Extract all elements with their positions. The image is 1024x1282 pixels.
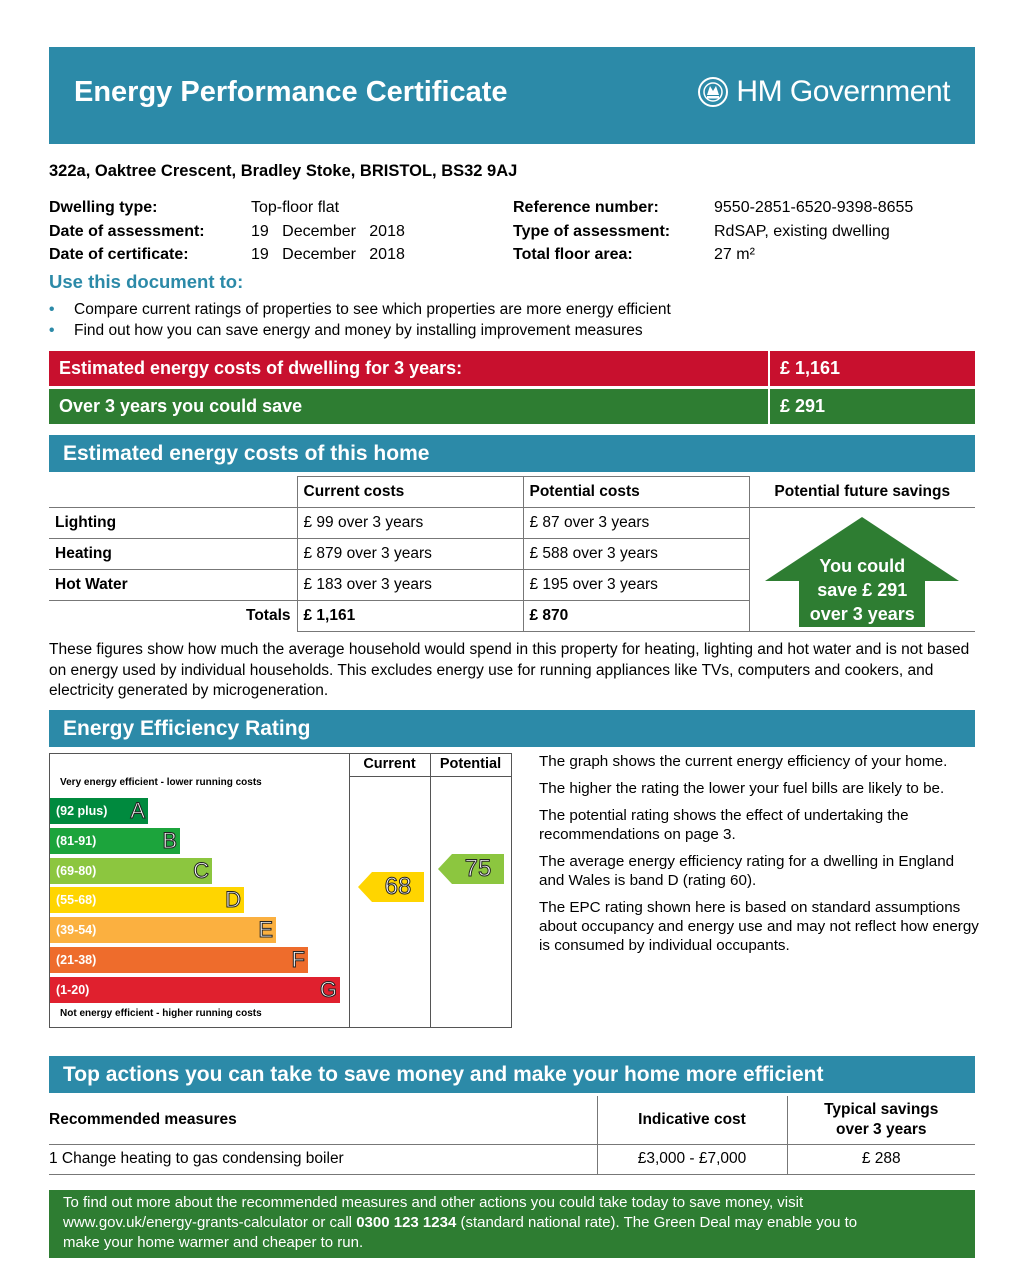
- explanation-paragraph: The average energy efficiency rating for a dwelling in England and Wales is band D (rating 60).: [539, 853, 955, 889]
- rating-explanation: [539, 752, 979, 963]
- page-title: Energy Performance Certificate: [74, 76, 508, 108]
- details-right: [513, 196, 913, 267]
- measure-name: 1 Change heating to gas condensing boiler: [49, 1150, 344, 1167]
- band-range: (92 plus): [56, 804, 108, 818]
- band-range: (69-80): [56, 863, 97, 878]
- band-range: (39-54): [56, 923, 97, 938]
- usage-bullets: [49, 299, 671, 341]
- detail-value: 19 December 2018: [251, 222, 405, 240]
- royal-crest-icon: [696, 75, 730, 109]
- rating-section-title: Energy Efficiency Rating: [49, 710, 975, 747]
- top-caption: Very energy efficient - lower running costs: [60, 777, 262, 788]
- savings-cell: [749, 508, 975, 632]
- cost-header: Indicative cost: [597, 1096, 787, 1144]
- band-letter: E: [258, 917, 273, 943]
- footer-info: [49, 1190, 975, 1258]
- totals-label: Totals: [49, 601, 297, 632]
- band-letter: C: [193, 857, 209, 883]
- band-range: (21-38): [56, 953, 97, 967]
- table-row: [49, 1144, 975, 1174]
- savings-label: Over 3 years you could save: [49, 389, 768, 424]
- detail-row: [513, 220, 913, 244]
- detail-row: [49, 220, 405, 244]
- gov-label: HM Government: [736, 75, 950, 108]
- band-letter: F: [291, 947, 305, 972]
- band-range: (81-91): [56, 833, 97, 848]
- current-column-header: Current: [363, 756, 416, 772]
- potential-cost: £ 87 over 3 years: [523, 508, 749, 539]
- rating-band-b: [50, 828, 180, 854]
- measure-savings: £ 288: [787, 1144, 975, 1174]
- rating-band-d: [50, 887, 244, 913]
- explanation-paragraph: The higher the rating the lower your fuel bills are likely to be.: [539, 780, 945, 797]
- savings-header: [787, 1096, 975, 1144]
- column-divider: [349, 754, 350, 1027]
- potential-rating-value: 75: [464, 855, 492, 882]
- row-name: Heating: [49, 539, 297, 570]
- measures-header: Recommended measures: [49, 1110, 237, 1128]
- rating-band-e: [50, 917, 276, 943]
- detail-label: Total floor area:: [513, 246, 633, 263]
- totals-current: £ 1,161: [297, 601, 523, 632]
- savings-header-line: over 3 years: [836, 1120, 927, 1138]
- current-rating-value: 68: [384, 873, 412, 900]
- detail-row: [49, 243, 405, 267]
- bottom-caption: Not energy efficient - higher running costs: [60, 1008, 262, 1019]
- footer-line: make your home warmer and cheaper to run.: [63, 1234, 364, 1251]
- current-costs-header: Current costs: [297, 477, 523, 508]
- current-rating-marker: [358, 872, 424, 902]
- detail-label: Date of assessment:: [49, 222, 205, 240]
- detail-label: Date of certificate:: [49, 246, 189, 263]
- savings-header-line: Typical savings: [824, 1100, 939, 1118]
- header-divider: [349, 776, 511, 777]
- savings-value: £ 291: [770, 389, 975, 424]
- detail-label: Dwelling type:: [49, 199, 158, 216]
- detail-label: Reference number:: [513, 199, 659, 216]
- rating-band-a: [50, 798, 148, 824]
- band-range: (55-68): [56, 893, 97, 908]
- header-banner: [49, 47, 975, 144]
- empty-header: [49, 477, 297, 508]
- detail-label: Type of assessment:: [513, 222, 671, 240]
- savings-arrow-text: [750, 554, 976, 626]
- detail-value: 9550-2851-6520-9398-8655: [714, 199, 914, 216]
- detail-row: [49, 196, 405, 220]
- current-cost: £ 183 over 3 years: [297, 570, 523, 601]
- estimated-cost-label: Estimated energy costs of dwelling for 3 years:: [49, 351, 768, 386]
- footer-line: [63, 1213, 961, 1233]
- use-heading: Use this document to:: [49, 271, 244, 292]
- actions-section-title: Top actions you can take to save money and make your home more efficient: [49, 1056, 975, 1093]
- rating-chart: [49, 753, 512, 1028]
- bullet-icon: •: [49, 301, 55, 318]
- totals-potential: £ 870: [523, 601, 749, 632]
- arrow-line: You could: [819, 556, 906, 576]
- rating-band-f: [50, 947, 308, 973]
- actions-table: [49, 1096, 975, 1175]
- details-left: [49, 196, 405, 267]
- table-header-row: [49, 477, 975, 508]
- arrow-line: save £ 291: [817, 580, 908, 600]
- property-address: 322a, Oaktree Crescent, Bradley Stoke, BRISTOL, BS32 9AJ: [49, 162, 518, 180]
- detail-row: [513, 243, 913, 267]
- row-name: Lighting: [49, 508, 297, 539]
- costs-table: [49, 476, 975, 632]
- table-header-row: [49, 1096, 975, 1144]
- band-letter: D: [225, 887, 241, 913]
- gov-logo: [696, 75, 950, 109]
- detail-value: 19 December 2018: [251, 246, 405, 263]
- footer-text: (standard national rate). The Green Deal may enable you to: [456, 1214, 858, 1231]
- rating-band-g: [50, 977, 340, 1003]
- detail-value: RdSAP, existing dwelling: [714, 222, 890, 240]
- potential-rating-marker: [438, 854, 504, 884]
- bullet-icon: •: [49, 322, 55, 339]
- current-cost: £ 99 over 3 years: [297, 508, 523, 539]
- potential-cost: £ 588 over 3 years: [523, 539, 749, 570]
- column-divider: [430, 754, 431, 1027]
- costs-note: These figures show how much the average household would spend in this property for heating, lighting and hot water and is not based on energy used by individual households. This excludes energy use for running appliances like TVs, computers and cookers, and electricity generated by microgeneration.: [49, 641, 970, 699]
- footer-phone[interactable]: 0300 123 1234: [356, 1214, 457, 1231]
- bullet-item: [49, 299, 671, 320]
- current-cost: £ 879 over 3 years: [297, 539, 523, 570]
- band-letter: G: [319, 976, 337, 1002]
- measure-cost: £3,000 - £7,000: [597, 1144, 787, 1174]
- band-range: (1-20): [56, 982, 90, 997]
- costs-section-title: Estimated energy costs of this home: [49, 435, 975, 472]
- explanation-paragraph: The graph shows the current energy efficiency of your home.: [539, 753, 948, 770]
- arrow-line: over 3 years: [809, 604, 915, 624]
- potential-costs-header: Potential costs: [523, 477, 749, 508]
- rating-band-c: [50, 858, 212, 884]
- row-name: Hot Water: [49, 570, 297, 601]
- future-savings-header: Potential future savings: [749, 477, 975, 508]
- bullet-text: Compare current ratings of properties to see which properties are more energy efficient: [74, 301, 671, 318]
- bullet-item: [49, 320, 671, 341]
- detail-value: Top-floor flat: [251, 199, 340, 216]
- explanation-paragraph: The EPC rating shown here is based on standard assumptions about occupancy and energy use and may not reflect how energy is consumed by individual occupants.: [539, 899, 979, 954]
- explanation-paragraph: The potential rating shows the effect of undertaking the recommendations on page 3.: [539, 807, 909, 843]
- table-row: [49, 508, 975, 539]
- band-letter: A: [130, 798, 145, 823]
- detail-row: [513, 196, 913, 220]
- estimated-cost-value: £ 1,161: [770, 351, 975, 386]
- footer-line: To find out more about the recommended measures and other actions you could take today to save money, visit: [63, 1194, 804, 1211]
- bullet-text: Find out how you can save energy and money by installing improvement measures: [74, 322, 643, 339]
- footer-link-text[interactable]: www.gov.uk/energy-grants-calculator or call: [63, 1214, 357, 1231]
- detail-value: 27 m²: [714, 246, 755, 263]
- potential-column-header: Potential: [439, 756, 502, 772]
- potential-cost: £ 195 over 3 years: [523, 570, 749, 601]
- band-letter: B: [162, 827, 177, 853]
